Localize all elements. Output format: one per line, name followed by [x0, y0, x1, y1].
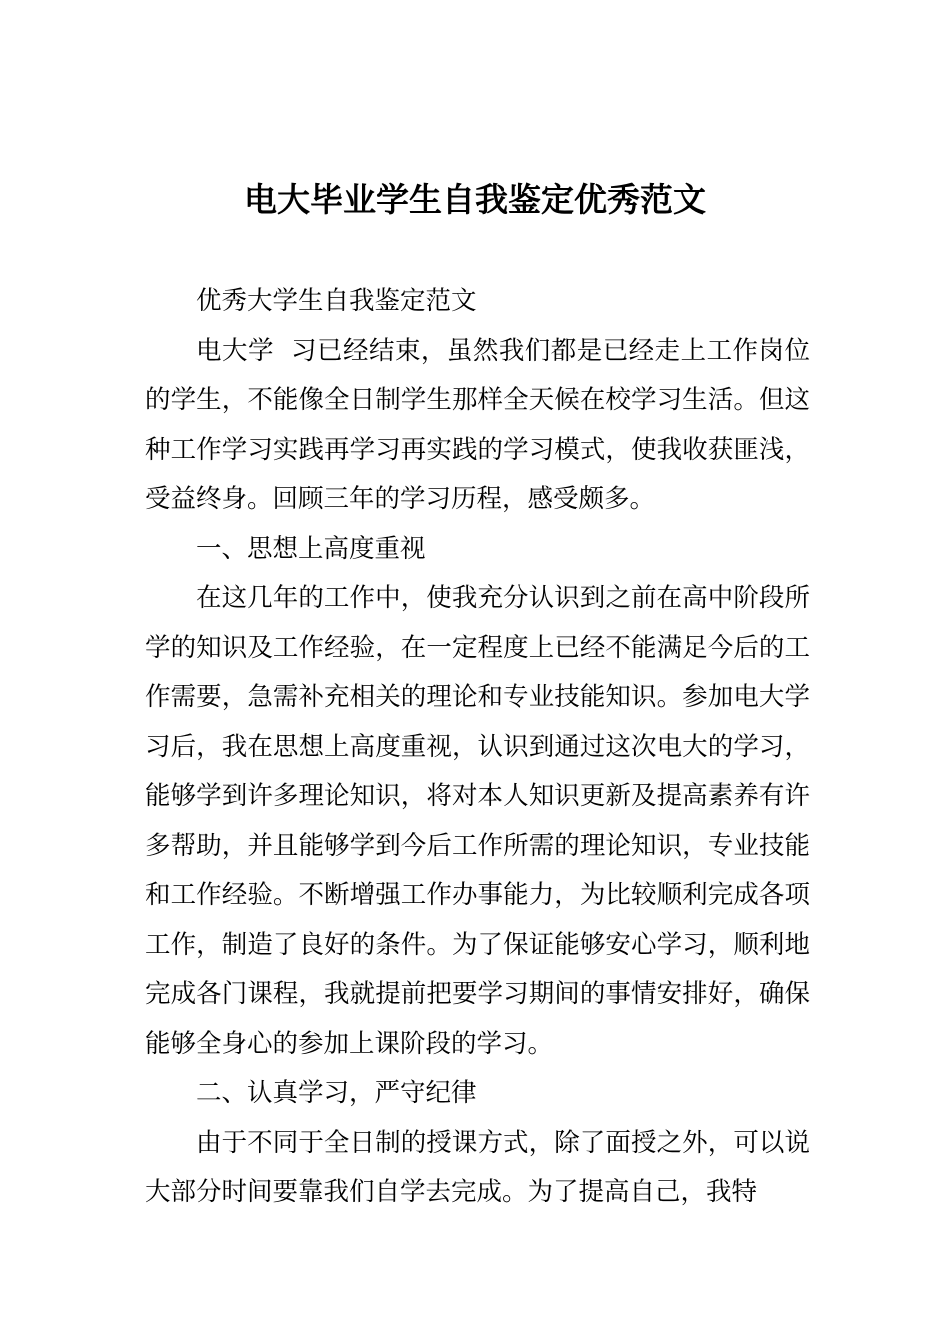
document-title: 电大毕业学生自我鉴定优秀范文	[244, 180, 706, 219]
paragraph-intro: 电大学 习已经结束，虽然我们都是已经走上工作岗位的学生，不能像全日制学生那样全天候在校学习生活。但这种工作学习实践再学习再实践的学习模式，使我收获匪浅，受益终身。回顾三年的学习历程，感受颇多。	[145, 335, 810, 514]
paragraph-subtitle: 优秀大学生自我鉴定范文	[196, 286, 477, 316]
section-heading-2: 二、认真学习，严守纪律	[196, 1078, 477, 1108]
paragraph-section-2: 由于不同于全日制的授课方式，除了面授之外，可以说大部分时间要靠我们自学去完成。为了提高自己，我特	[145, 1127, 810, 1207]
paragraph-section-1: 在这几年的工作中，使我充分认识到之前在高中阶段所学的知识及工作经验，在一定程度上已经不能满足今后的工作需要，急需补充相关的理论和专业技能知识。参加电大学习后，我在思想上高度重视，认识到通过这次电大的学习，能够学到许多理论知识，将对本人知识更新及提高素养有许多帮助，并且能够学到今后工作所需的理论知识，专业技能和工作经验。不断增强工作办事能力，为比较顺利完成各项工作，制造了良好的条件。为了保证能够安心学习，顺利地完成各门课程，我就提前把要学习期间的事情安排好，确保能够全身心的参加上课阶段的学习。	[145, 583, 810, 1059]
document-body	[145, 277, 810, 1218]
section-heading-1: 一、思想上高度重视	[196, 533, 426, 564]
